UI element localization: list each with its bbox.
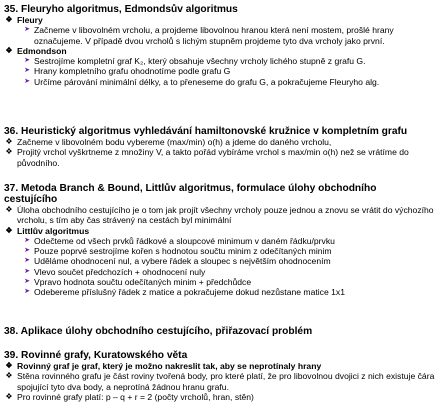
section-35 — [4, 4, 444, 87]
item-text: Hrany kompletního grafu ohodnotíme podle grafu G — [34, 66, 231, 77]
diamond-bullet-icon: ❖ — [5, 147, 13, 157]
list-item — [4, 56, 444, 66]
diamond-bullet-icon: ❖ — [5, 361, 13, 370]
list-item — [4, 15, 444, 25]
item-text: Začneme v libovolném bodu vybereme (max/min) o(h) a jdeme do daného vrcholu, — [17, 137, 332, 147]
section-36 — [4, 126, 444, 168]
bullet-list — [4, 15, 444, 87]
list-item — [4, 392, 444, 402]
list-item — [4, 66, 444, 76]
arrow-bullet-icon: ➤ — [24, 77, 30, 85]
item-text: Úloha obchodního cestujícího je o tom jak projít všechny vrcholy pouze jednou a znovu se vrátit do výchozího vrcholu, s tím aby čas strávený na cestách byl minimální — [17, 205, 434, 226]
arrow-bullet-icon: ➤ — [24, 26, 30, 34]
section-heading: 38. Aplikace úlohy obchodního cestujícího, přiřazovací problém — [4, 326, 313, 337]
section-39 — [4, 350, 444, 402]
item-text: Stěna rovinného grafu je část roviny tvořená body, pro které platí, že pro libovolnou dvojici z nich existuje čára spojující tyto dva body, a neprotíná žádnou hranu grafu. — [17, 371, 435, 392]
list-item — [4, 361, 444, 371]
arrow-bullet-icon: ➤ — [24, 288, 30, 296]
list-item — [4, 77, 444, 87]
item-text: Littlův algoritmus — [17, 225, 90, 236]
list-item — [4, 267, 444, 277]
list-item — [4, 277, 444, 287]
section-heading: 37. Metoda Branch & Bound, Littlův algoritmus, formulace úlohy obchodního cestujícího — [4, 183, 377, 205]
list-item — [4, 25, 444, 46]
section-38 — [4, 326, 444, 337]
list-item — [4, 205, 444, 226]
arrow-bullet-icon: ➤ — [24, 236, 30, 244]
list-item — [4, 226, 444, 236]
section-heading: 36. Heuristický algoritmus vyhledávání hamiltonovské kružnice v kompletním grafu — [4, 126, 408, 137]
item-text: Vpravo hodnota součtu odečítaných minim + předchůdce — [34, 277, 252, 288]
item-text: Edmondson — [17, 45, 67, 56]
diamond-bullet-icon: ❖ — [5, 391, 13, 401]
bullet-list — [4, 137, 444, 168]
item-text: Začneme v libovolném vrcholu, a projdeme libovolnou hranou která není mostem, prošlé hrany označujeme. V případě dvou vrcholů s lichým stupněm projdeme tyto dva vrcholy jako první. — [34, 25, 394, 46]
item-text: Uděláme ohodnocení nul, a vybere řádek a sloupec s největším ohodnocením — [34, 256, 331, 267]
list-item — [4, 46, 444, 56]
diamond-bullet-icon: ❖ — [5, 15, 13, 24]
bullet-list — [4, 205, 444, 298]
section-37 — [4, 183, 444, 298]
item-text: Odebereme příslušný řádek z matice a pokračujeme dokud nezůstane matice 1x1 — [34, 287, 345, 298]
arrow-bullet-icon: ➤ — [24, 247, 30, 255]
bullet-list — [4, 361, 444, 402]
list-item — [4, 137, 444, 147]
item-text: Vlevo součet předchozích + ohodnocení nuly — [34, 266, 206, 277]
list-item — [4, 256, 444, 266]
arrow-bullet-icon: ➤ — [24, 257, 30, 265]
section-heading: 39. Rovinné grafy, Kuratowského věta — [4, 350, 188, 361]
item-text: Fleury — [17, 15, 43, 25]
list-item — [4, 147, 444, 168]
diamond-bullet-icon: ❖ — [5, 371, 13, 381]
diamond-bullet-icon: ❖ — [5, 45, 13, 55]
item-text: Sestrojíme kompletní graf K₂, který obsahuje všechny vrcholy lichého stupně z grafu G. — [34, 56, 366, 67]
diamond-bullet-icon: ❖ — [5, 225, 13, 235]
section-heading: 35. Fleuryho algoritmus, Edmondsův algoritmus — [4, 4, 238, 15]
item-text: Projitý vrchol vyškrtneme z množiny V, a takto pořád vybíráme vrchol s max/min o(h) než se vrátíme do původního. — [17, 147, 409, 168]
diamond-bullet-icon: ❖ — [5, 137, 13, 146]
list-item — [4, 287, 444, 297]
arrow-bullet-icon: ➤ — [24, 278, 30, 286]
arrow-bullet-icon: ➤ — [24, 267, 30, 275]
item-text: Pouze poprvé sestrojíme kořen s hodnotou součtu minim z odečítaných minim — [34, 246, 332, 257]
arrow-bullet-icon: ➤ — [24, 57, 30, 65]
arrow-bullet-icon: ➤ — [24, 67, 30, 75]
list-item — [4, 371, 444, 392]
list-item — [4, 236, 444, 246]
item-text: Pro rovinné grafy platí: p – q + r = 2 (počty vrcholů, hran, stěn) — [17, 391, 254, 402]
item-text: Určíme párování minimální délky, a to přeneseme do grafu G, a pokračujeme Fleuryho alg. — [34, 76, 380, 87]
item-text: Odečteme od všech prvků řádkové a sloupcové minimum v daném řádku/prvku — [34, 235, 335, 246]
list-item — [4, 246, 444, 256]
item-text: Rovinný graf je graf, který je možno nakreslit tak, aby se neprotínaly hrany — [17, 361, 322, 371]
diamond-bullet-icon: ❖ — [5, 205, 13, 214]
